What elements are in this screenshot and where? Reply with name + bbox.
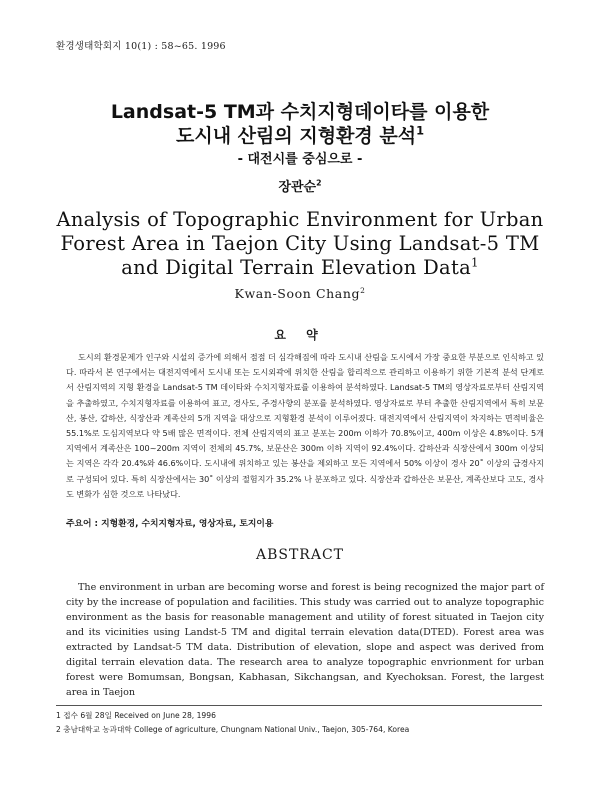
keywords: 주요어 : 지형환경, 수치지형자료, 영상자료, 토지이용: [66, 519, 274, 529]
english-title-line-3-text: and Digital Terrain Elevation Data: [121, 256, 472, 279]
korean-title-line-2-text: 도시내 산림의 지형환경 분석: [175, 125, 417, 147]
title-footnote-marker: 1: [416, 123, 425, 138]
abstract-body: The environment in urban are becoming worse and forest is being recognized the major part of city by the increase of population and facilities. This study was carried out to analyze topographic environment as the basis for reasonable management and utility of forest situated in Taejon city and its vicinities using Landst-5 TM and digital terrain elevation data(DTED). Forest area was extracted by Landsat-5 TM data. Distribution of elevation, slope and aspect was derived from digital terrain elevation data. The research area to analyze topographic envrionment for urban forest were Bomumsan, Bongsan, Kabhasan, Sikchangsan, and Kyechoksan. Forest, the largest area in Taejon: [66, 582, 544, 698]
korean-author: [0, 176, 600, 195]
summary-heading: 요 약: [274, 328, 326, 342]
korean-title-line-2: [0, 121, 600, 148]
footnote-2: 2 충남대학교 농과대학 College of agriculture, Chungnam National Univ., Taejon, 305-764, Korea: [56, 725, 410, 734]
journal-header: 환경생태학회지 10(1) : 58~65. 1996: [56, 41, 226, 52]
summary-body: 도시의 환경문제가 인구와 시설의 증가에 의해서 점점 더 심각해짐에 따라 도시내 산림을 도시에서 가장 중요한 부분으로 인식하고 있다. 따라서 본 연구에서는 대전지역에서 도시내 또는 도시외곽에 위치한 산림을 합리적으로 관리하고 이용하기 위한 기본적 분석 단계로서 산림지역의 지형 환경을 Landsat-5 TM 데이타와 수치지형자료를 이용하여 분석하였다. Landsat-5 TM의 영상자료로부터 산림지역을 추출하였고, 수치지형자료를 이용하여 표고, 경사도, 주경사향의 분포를 분석하였다. 영상자료로 부터 추출한 산림지역에서 특히 보문산, 봉산, 갑하산, 식장산과 계족산의 5개 지역을 대상으로 지형환경 분석이 이루어졌다. 대전지역에서 산림지역이 차지하는 면적비율은 55.1%로 도심지역보다 약 5배 많은 면적이다. 전체 산림지역의 표고 분포는 200m 이하가 70.8%이고, 400m 이상은 4.8%이다. 5개 지역에서 계족산은 100~200m 지역이 전체의 45.7%, 보문산은 300m 이하 지역이 92.4%이다. 갑하산과 식장산에서 300m 이상되는 지역은 각각 20.4%와 46.6%이다. 도시내에 위치하고 있는 봉산을 제외하고 모든 지역에서 50% 이상이 경사 20˚ 이상의 급경사지로 구성되어 있다. 특히 식장산에서는 30˚ 이상의 절험지가 35.2% 나 분포하고 있다. 식장산과 갑하산은 보문산, 계족산보다 고도, 경사도 변화가 심한 것으로 나타났다.: [66, 352, 544, 499]
korean-subtitle: - 대전시를 중심으로 -: [237, 152, 363, 167]
korean-author-name: 장관순: [278, 180, 317, 195]
english-title: [40, 208, 560, 280]
english-author: [0, 286, 600, 301]
english-author-footnote-marker: 2: [360, 285, 366, 295]
english-title-line-3: [40, 256, 560, 280]
english-title-line-1: Analysis of Topographic Environment for Urban: [56, 208, 544, 231]
english-title-footnote-marker: 1: [471, 255, 479, 270]
abstract-heading: ABSTRACT: [255, 547, 345, 563]
footnote-1: 1 접수 6월 28일 Received on June 28, 1996: [56, 711, 216, 720]
english-title-line-2: Forest Area in Taejon City Using Landsat-5 TM: [60, 232, 540, 255]
english-author-name: Kwan-Soon Chang: [234, 286, 361, 301]
author-footnote-marker: 2: [316, 178, 322, 188]
footnote-divider: [56, 705, 542, 706]
korean-title-line-1: Landsat-5 TM과 수치지형데이타를 이용한: [110, 101, 490, 123]
